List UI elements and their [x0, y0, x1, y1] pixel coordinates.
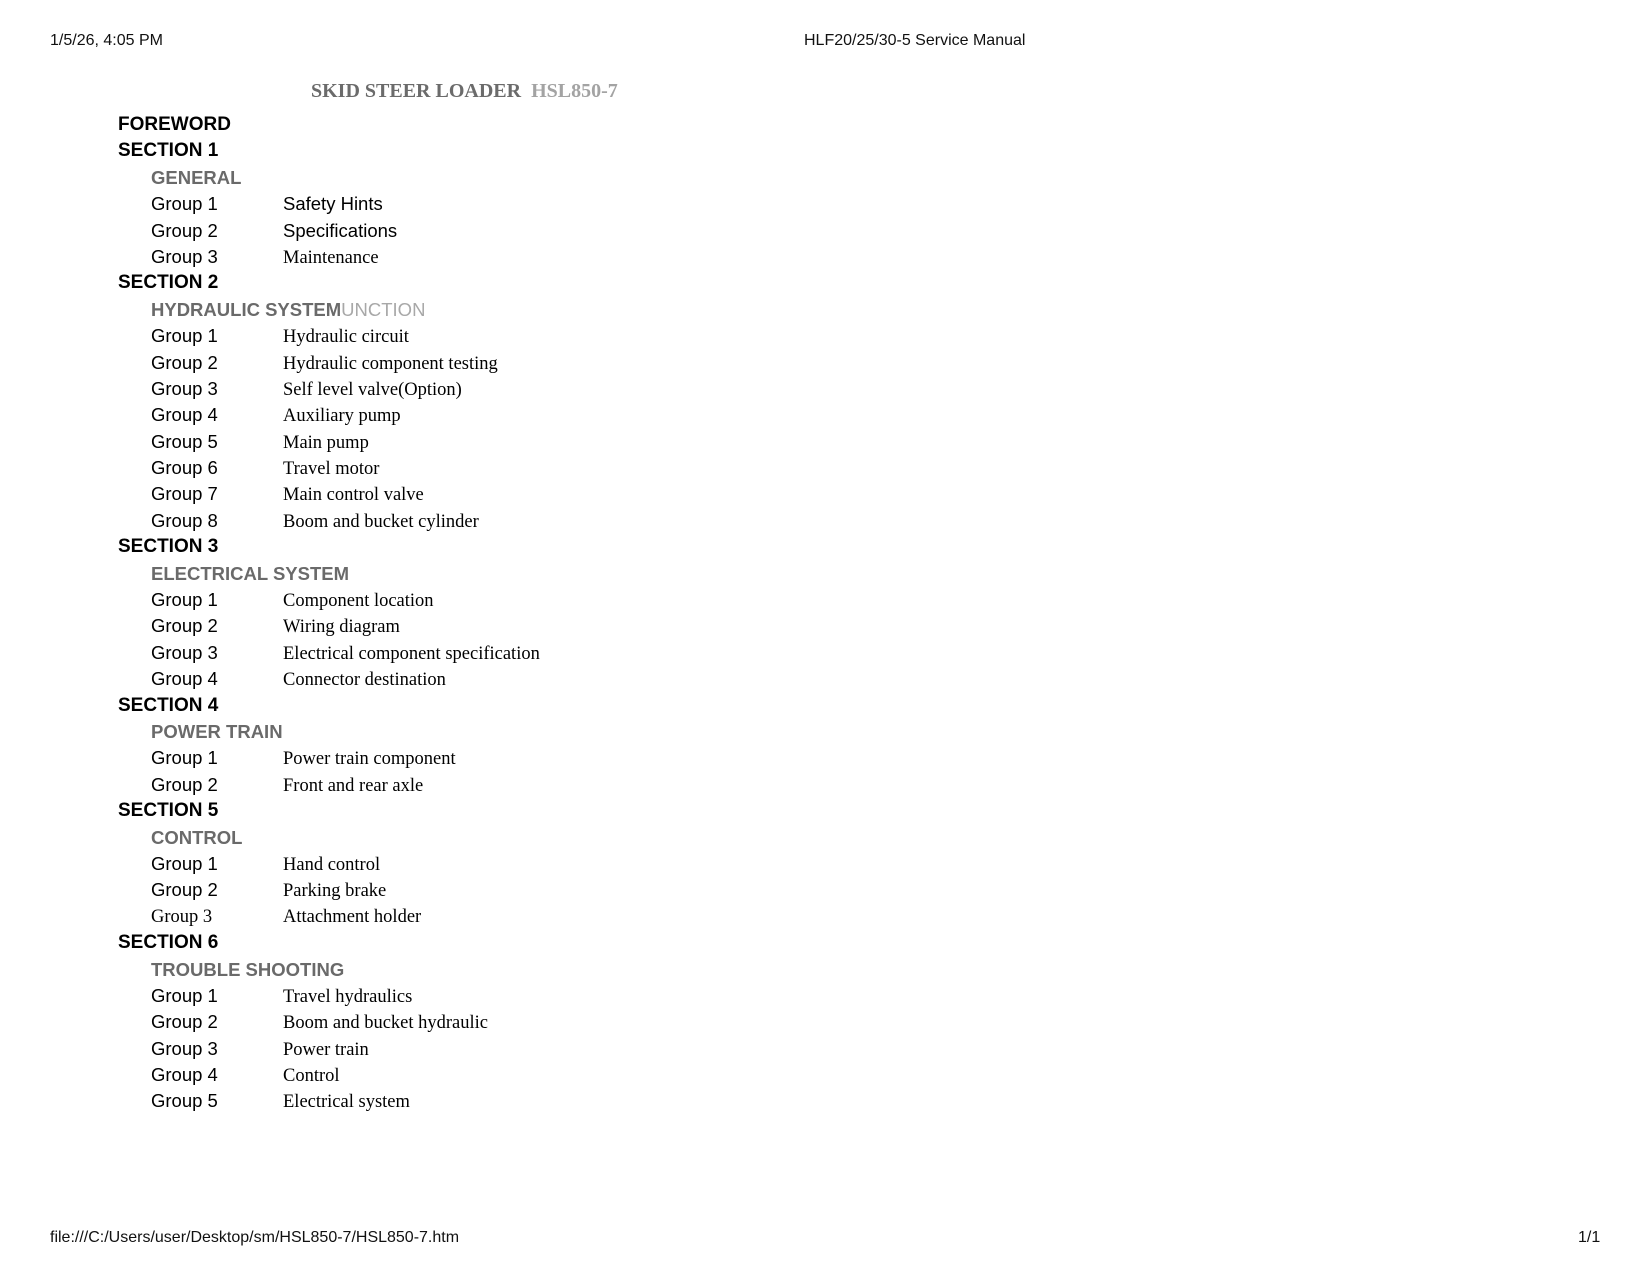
group-label: Group 3	[151, 641, 218, 663]
group-title-link[interactable]: Attachment holder	[283, 906, 422, 927]
group-title-link[interactable]: Main pump	[283, 432, 369, 453]
group-label: Group 3	[151, 245, 218, 267]
toc-group-item[interactable]	[118, 904, 818, 930]
group-label: Group 3	[151, 1037, 218, 1059]
toc-group-item[interactable]	[118, 191, 818, 217]
toc-group-item[interactable]	[118, 666, 818, 692]
group-title-link[interactable]: Control	[283, 1066, 340, 1087]
group-title-link[interactable]: Specifications	[283, 219, 398, 241]
toc-section-heading	[118, 561, 818, 587]
foreword-link[interactable]: FOREWORD	[118, 114, 231, 135]
group-title-link[interactable]: Parking brake	[283, 881, 387, 902]
group-label: Group 5	[151, 430, 218, 452]
toc-group-item[interactable]	[118, 877, 818, 903]
group-label: Group 1	[151, 852, 218, 874]
group-label: Group 5	[151, 1090, 218, 1112]
group-label: Group 1	[151, 193, 218, 215]
section-heading-overflow-text: UNCTION	[341, 298, 426, 320]
toc-group-item[interactable]	[118, 851, 818, 877]
group-label: Group 1	[151, 325, 218, 347]
group-title-link[interactable]: Hand control	[283, 854, 381, 875]
group-label: Group 2	[151, 351, 218, 373]
group-title-link[interactable]: Main control valve	[283, 485, 424, 506]
group-label: Group 8	[151, 509, 218, 531]
group-title-link[interactable]: Electrical component specification	[283, 643, 540, 664]
toc-group-item[interactable]	[118, 983, 818, 1009]
toc-group-item[interactable]	[118, 1036, 818, 1062]
section-label: SECTION 6	[118, 932, 219, 954]
group-label: Group 6	[151, 457, 218, 479]
print-footer-page-count: 1/1	[1578, 1229, 1601, 1246]
toc-section-label	[118, 534, 818, 560]
toc-section-heading	[118, 957, 818, 983]
group-label: Group 4	[151, 404, 218, 426]
group-title-link[interactable]: Boom and bucket hydraulic	[283, 1013, 488, 1034]
group-title-link[interactable]: Auxiliary pump	[283, 406, 401, 427]
section-heading: GENERAL	[151, 166, 242, 188]
group-label: Group 3	[151, 906, 213, 927]
toc-group-item[interactable]	[118, 1088, 818, 1114]
toc-group-item[interactable]	[118, 218, 818, 244]
group-label: Group 3	[151, 377, 218, 399]
toc-group-item[interactable]	[118, 350, 818, 376]
toc-section-label	[118, 270, 818, 296]
toc-section-label	[118, 693, 818, 719]
toc-group-item[interactable]	[118, 455, 818, 481]
group-label: Group 2	[151, 773, 218, 795]
toc-group-item[interactable]	[118, 402, 818, 428]
toc-group-item[interactable]	[118, 508, 818, 534]
toc-group-item[interactable]	[118, 1009, 818, 1035]
section-label: SECTION 5	[118, 800, 219, 822]
section-heading: ELECTRICAL SYSTEM	[151, 562, 350, 584]
group-title-link[interactable]: Power train component	[283, 749, 456, 770]
toc-section-heading	[118, 165, 818, 191]
toc-section-heading	[118, 825, 818, 851]
group-label: Group 2	[151, 219, 218, 241]
group-title-link[interactable]: Travel hydraulics	[283, 986, 413, 1007]
toc-group-item[interactable]	[118, 244, 818, 270]
group-title-link[interactable]: Boom and bucket cylinder	[283, 511, 479, 532]
group-label: Group 1	[151, 589, 218, 611]
section-label: SECTION 1	[118, 140, 219, 162]
document-title-name: SKID STEER LOADER	[311, 80, 522, 102]
group-label: Group 2	[151, 879, 218, 901]
group-title-link[interactable]: Self level valve(Option)	[283, 379, 462, 400]
toc-section-label	[118, 930, 818, 956]
toc-group-item[interactable]	[118, 1062, 818, 1088]
toc-foreword[interactable]	[118, 112, 818, 138]
group-title-link[interactable]: Safety Hints	[283, 193, 383, 215]
print-header-page-title: HLF20/25/30-5 Service Manual	[804, 32, 1026, 49]
group-title-link[interactable]: Wiring diagram	[283, 617, 400, 638]
group-title-link[interactable]: Hydraulic circuit	[283, 327, 409, 348]
group-label: Group 2	[151, 1011, 218, 1033]
table-of-contents	[118, 112, 818, 1115]
toc-section-label	[118, 798, 818, 824]
section-label: SECTION 2	[118, 272, 219, 294]
section-heading: CONTROL	[151, 826, 243, 848]
group-title-link[interactable]: Front and rear axle	[283, 775, 424, 796]
section-label: SECTION 3	[118, 536, 219, 558]
toc-group-item[interactable]	[118, 772, 818, 798]
toc-section-heading	[118, 297, 818, 323]
toc-group-item[interactable]	[118, 587, 818, 613]
group-title-link[interactable]: Hydraulic component testing	[283, 353, 498, 374]
group-title-link[interactable]: Power train	[283, 1039, 369, 1060]
section-heading: HYDRAULIC SYSTEM	[151, 298, 342, 320]
group-title-link[interactable]: Maintenance	[283, 247, 379, 268]
group-label: Group 4	[151, 1064, 218, 1086]
toc-group-item[interactable]	[118, 640, 818, 666]
toc-group-item[interactable]	[118, 376, 818, 402]
toc-group-item[interactable]	[118, 745, 818, 771]
group-title-link[interactable]: Travel motor	[283, 459, 380, 480]
toc-section-label	[118, 138, 818, 164]
group-label: Group 1	[151, 984, 218, 1006]
document-title	[311, 80, 618, 103]
section-heading: POWER TRAIN	[151, 720, 283, 742]
section-heading: TROUBLE SHOOTING	[151, 958, 345, 980]
group-title-link[interactable]: Component location	[283, 591, 434, 612]
print-header-datetime: 1/5/26, 4:05 PM	[50, 32, 163, 49]
section-label: SECTION 4	[118, 694, 219, 716]
toc-group-item[interactable]	[118, 613, 818, 639]
group-label: Group 4	[151, 668, 218, 690]
toc-section-heading	[118, 719, 818, 745]
toc-group-item[interactable]	[118, 323, 818, 349]
group-label: Group 7	[151, 483, 218, 505]
group-label: Group 1	[151, 747, 218, 769]
group-title-link[interactable]: Electrical system	[283, 1092, 410, 1113]
group-title-link[interactable]: Connector destination	[283, 670, 446, 691]
toc-group-item[interactable]	[118, 429, 818, 455]
toc-group-item[interactable]	[118, 481, 818, 507]
group-label: Group 2	[151, 615, 218, 637]
print-footer-url: file:///C:/Users/user/Desktop/sm/HSL850-7/HSL850-7.htm	[50, 1229, 460, 1246]
document-title-model: HSL850-7	[531, 80, 618, 102]
